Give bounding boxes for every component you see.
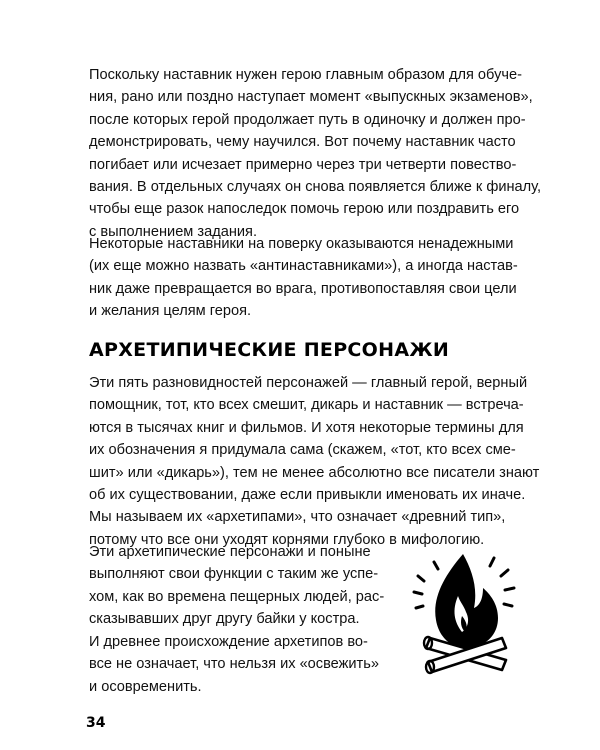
text-line: Эти архетипические персонажи и поныне bbox=[89, 544, 371, 560]
text-line: Поскольку наставник нужен герою главным образом для обуче- bbox=[89, 67, 522, 83]
text-line: сказывавших друг другу байки у костра. bbox=[89, 611, 360, 628]
text-line: с выполнением задания. bbox=[89, 223, 258, 240]
paragraph-refresh-archetypes bbox=[89, 631, 379, 698]
text-line: погибает или исчезает примерно через три четверти повество- bbox=[89, 156, 517, 173]
text-line: выполняют свои функции с таким же успе- bbox=[89, 566, 379, 583]
text-line: Эти пять разновидностей персонажей — главный герой, верный bbox=[89, 375, 528, 391]
text-line: хом, как во времена пещерных людей, рас- bbox=[89, 588, 385, 605]
paragraph-cave-people bbox=[89, 541, 384, 631]
paragraph-anti-mentors bbox=[89, 233, 518, 323]
paragraph-archetypes-intro bbox=[89, 372, 539, 551]
text-line: все не означает, что нельзя их «освежить» bbox=[89, 656, 379, 673]
text-line: ния, рано или поздно наступает момент «выпускных экзаменов», bbox=[89, 89, 533, 106]
text-line: и желания целям героя. bbox=[89, 303, 252, 320]
text-line: Некоторые наставники на поверку оказываются ненадежными bbox=[89, 236, 514, 252]
text-line: потому что все они уходят корнями глубоко в мифологию. bbox=[89, 531, 485, 548]
text-line: демонстрировать, чему научился. Вот почему наставник часто bbox=[89, 134, 516, 151]
text-line: их обозначения я придумала сама (скажем, «тот, кто всех сме- bbox=[89, 442, 516, 459]
text-line: чтобы еще разок напоследок помочь герою или поздравить его bbox=[89, 201, 520, 218]
page-number: 34 bbox=[86, 715, 106, 731]
section-heading: АРХЕТИПИЧЕСКИЕ ПЕРСОНАЖИ bbox=[89, 339, 450, 361]
text-line: шит» или «дикарь»), тем не менее абсолютно все писатели знают bbox=[89, 464, 540, 481]
campfire-icon bbox=[410, 548, 522, 678]
text-line: Мы называем их «архетипами», что означает «древний тип», bbox=[89, 509, 506, 526]
text-line: после которых герой продолжает путь в одиночку и должен про- bbox=[89, 111, 526, 128]
text-line: И древнее происхождение архетипов во- bbox=[89, 634, 368, 650]
paragraph-mentor-role bbox=[89, 64, 541, 243]
text-line: и осовременить. bbox=[89, 678, 202, 695]
text-line: помощник, тот, кто всех смешит, дикарь и наставник — встреча- bbox=[89, 397, 524, 414]
text-line: (их еще можно назвать «антинаставниками»), а иногда настав- bbox=[89, 258, 518, 275]
text-line: об их существовании, даже если привыкли именовать их иначе. bbox=[89, 487, 526, 504]
text-line: ются в тысячах книг и фильмов. И хотя некоторые термины для bbox=[89, 419, 524, 436]
text-line: ник даже превращается во врага, противопоставляя свои цели bbox=[89, 280, 517, 297]
text-line: вания. В отдельных случаях он снова появляется ближе к финалу, bbox=[89, 179, 542, 196]
